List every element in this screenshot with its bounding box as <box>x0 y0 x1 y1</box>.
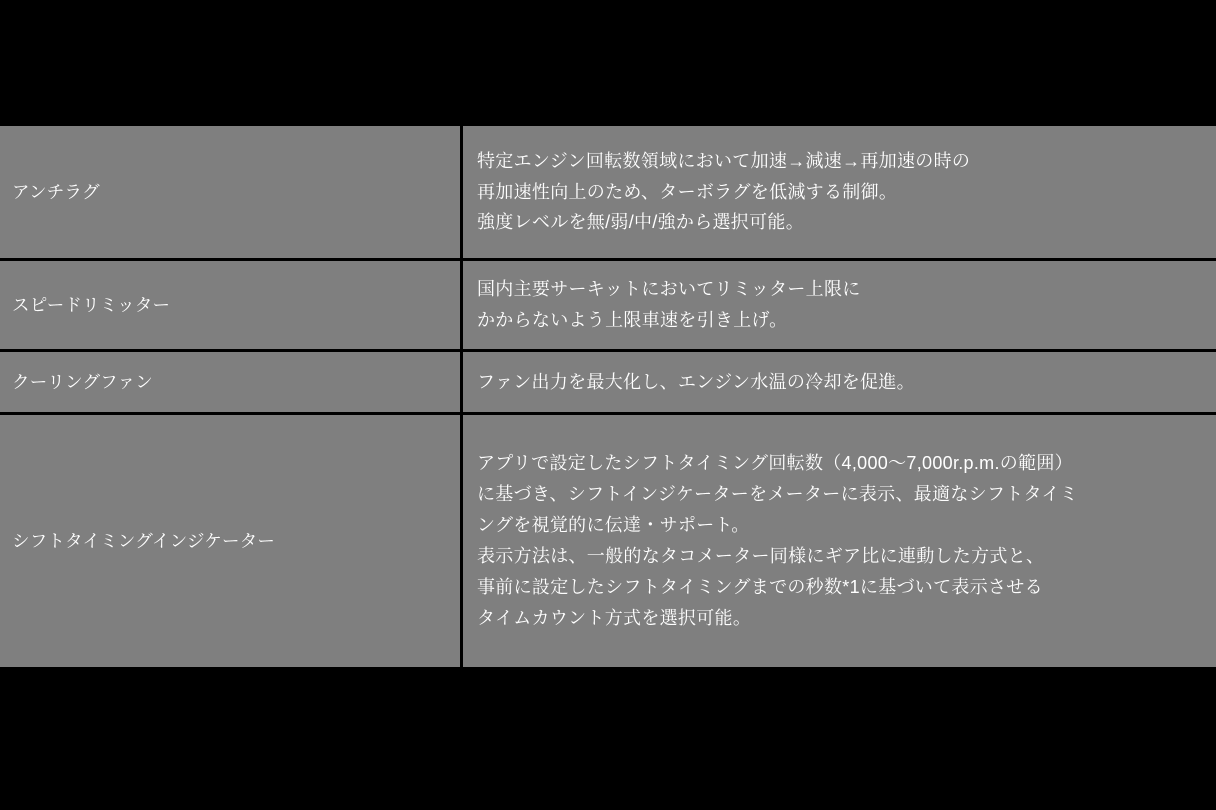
feature-description-cell <box>463 352 1216 415</box>
feature-description-cell <box>463 126 1216 261</box>
description-line: 表示方法は、一般的なタコメーター同様にギア比に連動した方式と、 <box>477 546 1045 566</box>
description-line: タイムカウント方式を選択可能。 <box>477 607 752 628</box>
table-row <box>0 126 1216 261</box>
feature-description-cell <box>463 261 1216 352</box>
feature-name-label: シフトタイミングインジケーター <box>0 415 460 667</box>
description-line: かからないよう上限車速を引き上げ。 <box>477 310 788 330</box>
table-row <box>0 415 1216 667</box>
feature-name-cell <box>0 352 463 415</box>
table-row <box>0 352 1216 415</box>
description-line: 強度レベルを無/弱/中/強から選択可能。 <box>477 212 805 233</box>
table-body <box>0 126 1216 667</box>
description-line: ファン出力を最大化し、エンジン水温の冷却を促進。 <box>477 371 915 392</box>
feature-description-text <box>463 126 1216 258</box>
feature-name-label: スピードリミッター <box>0 261 460 349</box>
feature-description-text <box>463 352 1216 412</box>
table-row <box>0 261 1216 352</box>
feature-name-cell <box>0 261 463 352</box>
description-line: に基づき、シフトインジケーターをメーターに表示、最適なシフトタイミ <box>477 484 1079 505</box>
description-line: 再加速性向上のため、ターボラグを低減する制御。 <box>477 181 898 202</box>
feature-name-label: クーリングファン <box>0 352 460 412</box>
description-line: ングを視覚的に伝達・サポート。 <box>477 515 750 536</box>
description-line: 特定エンジン回転数領域において加速→減速→再加速の時の <box>477 150 971 171</box>
feature-description-text <box>463 415 1216 667</box>
feature-description-cell <box>463 415 1216 667</box>
feature-description-text <box>463 261 1216 349</box>
feature-name-label: アンチラグ <box>0 126 460 258</box>
description-line-with-note: 事前に設定したシフトタイミングまでの秒数*1に基づいて表示させる <box>477 576 1043 597</box>
feature-name-cell <box>0 126 463 261</box>
description-line: アプリで設定したシフトタイミング回転数（4,000〜7,000r.p.m.の範囲） <box>477 453 1073 474</box>
feature-name-cell <box>0 415 463 667</box>
feature-spec-table <box>0 126 1216 667</box>
description-line: 国内主要サーキットにおいてリミッター上限に <box>477 279 861 300</box>
